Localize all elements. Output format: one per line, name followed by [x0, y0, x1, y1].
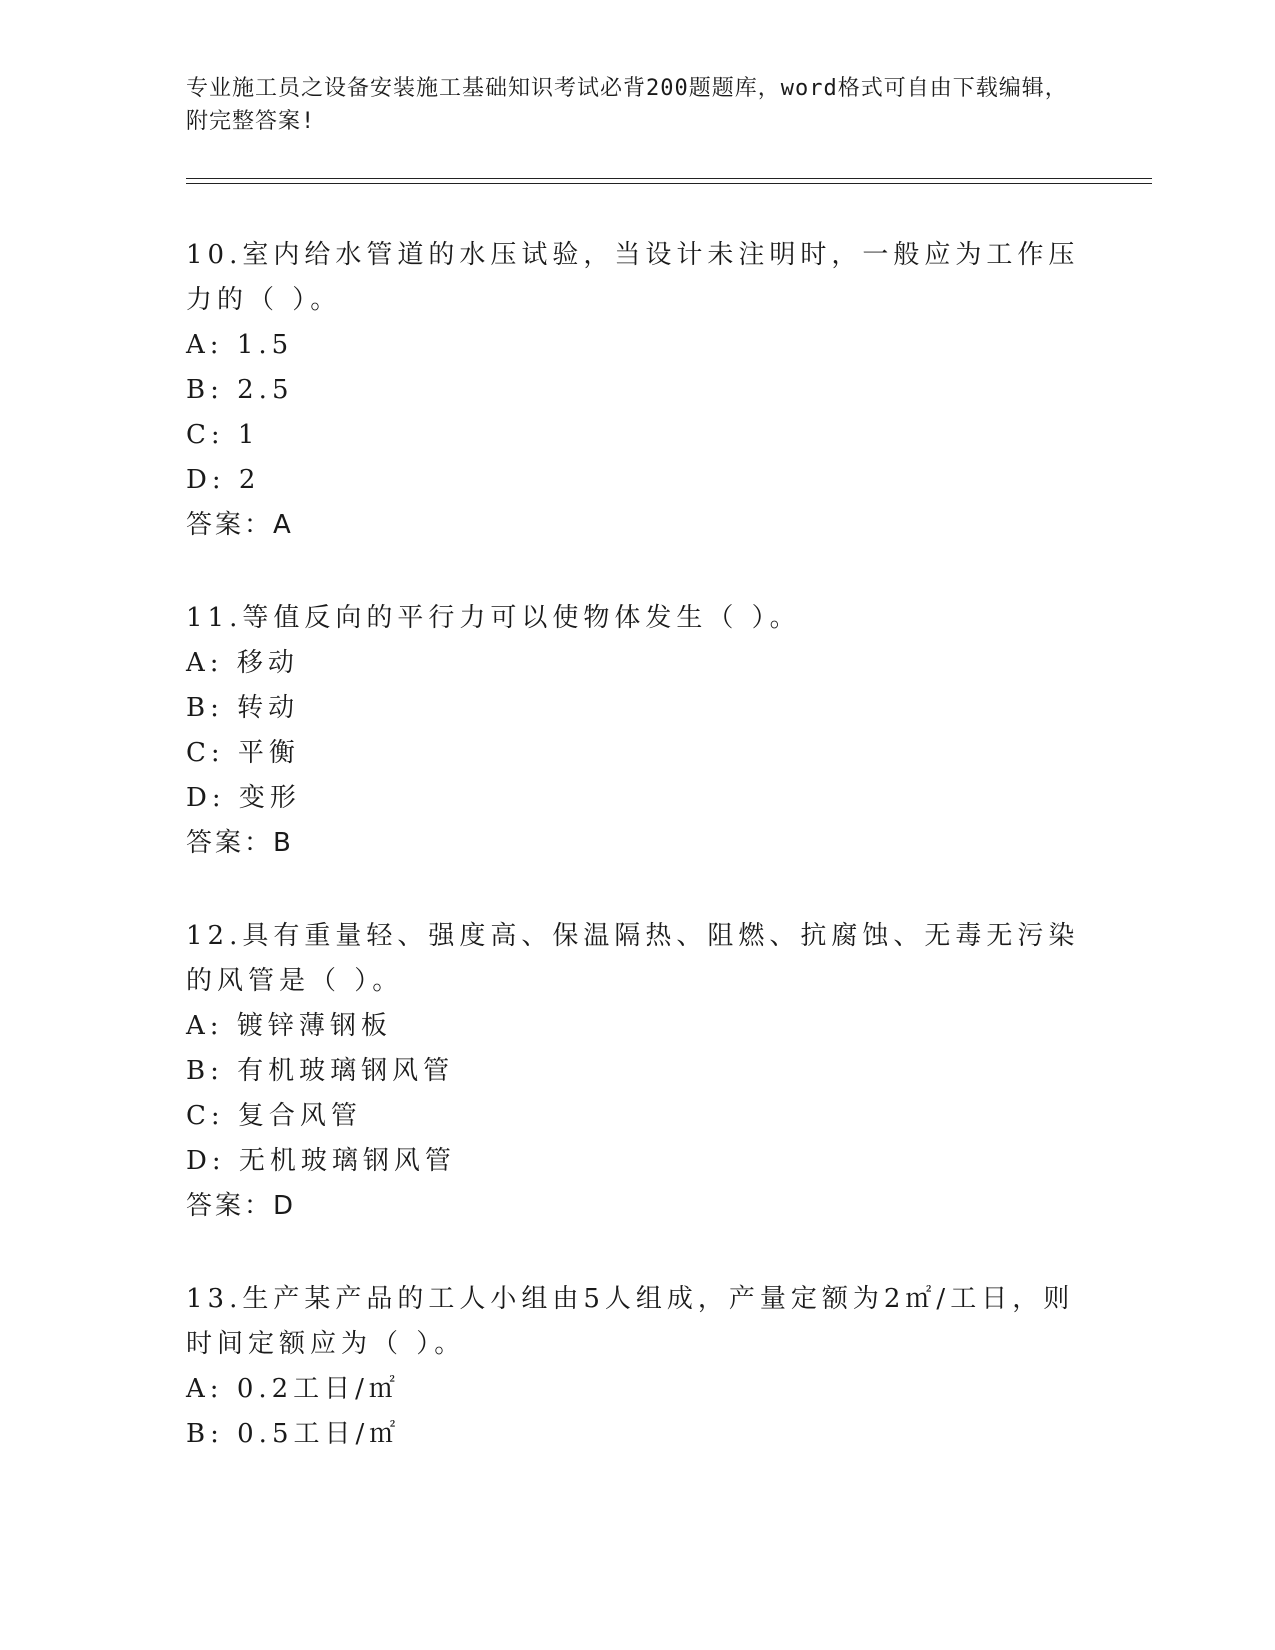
option-letter: D:: [186, 783, 226, 813]
option-letter: A:: [186, 1011, 224, 1041]
question-stem: 11.等值反向的平行力可以使物体发生（ ）。: [186, 603, 801, 633]
option-text: 0.2工日/㎡: [236, 1374, 400, 1404]
question-11: [186, 596, 1086, 866]
option-b: [186, 1049, 1086, 1094]
option-text: 2: [238, 465, 261, 495]
option-b: [186, 368, 1086, 413]
option-text: 变形: [238, 783, 301, 813]
option-letter: B:: [186, 1056, 224, 1086]
option-d: [186, 776, 1086, 821]
question-10: [186, 233, 1086, 548]
option-letter: D:: [186, 465, 226, 495]
option-letter: A:: [186, 648, 224, 678]
option-c: [186, 1094, 1086, 1139]
option-letter: B:: [186, 1419, 224, 1449]
answer-line: 答案：B: [186, 828, 294, 858]
option-text: 平衡: [237, 738, 300, 768]
answer-line: 答案：D: [186, 1191, 297, 1221]
option-text: 复合风管: [237, 1101, 362, 1131]
option-letter: A:: [186, 330, 224, 360]
option-text: 无机玻璃钢风管: [238, 1146, 456, 1176]
option-d: [186, 1139, 1086, 1184]
question-stem: 12.具有重量轻、强度高、保温隔热、阻燃、抗腐蚀、无毒无污染的风管是（ ）。: [186, 921, 1080, 996]
answer-line: 答案：A: [186, 510, 294, 540]
option-text: 移动: [236, 648, 299, 678]
option-letter: C:: [186, 1101, 225, 1131]
option-a: [186, 1004, 1086, 1049]
question-stem: 10.室内给水管道的水压试验，当设计未注明时，一般应为工作压力的（ ）。: [186, 240, 1080, 315]
option-a: [186, 641, 1086, 686]
option-text: 0.5工日/㎡: [237, 1419, 401, 1449]
option-text: 有机玻璃钢风管: [237, 1056, 455, 1086]
option-letter: B:: [186, 693, 224, 723]
option-d: [186, 458, 1086, 503]
document-header: [186, 72, 1086, 138]
option-c: [186, 731, 1086, 776]
header-divider-top: [186, 178, 1152, 179]
header-divider-bottom: [186, 183, 1152, 184]
option-text: 1: [237, 420, 260, 450]
option-b: [186, 686, 1086, 731]
option-text: 转动: [237, 693, 300, 723]
question-13: [186, 1277, 1086, 1457]
option-letter: D:: [186, 1146, 226, 1176]
question-stem: 13.生产某产品的工人小组由5人组成，产量定额为2㎡/工日，则时间定额应为（ ）。: [186, 1284, 1075, 1359]
option-letter: B:: [186, 375, 224, 405]
option-a: [186, 323, 1086, 368]
option-c: [186, 413, 1086, 458]
option-letter: C:: [186, 420, 225, 450]
question-12: [186, 914, 1086, 1229]
header-title: 专业施工员之设备安装施工基础知识考试必背200题题库，word格式可自由下载编辑，附完整答案!: [186, 76, 1068, 134]
option-text: 镀锌薄钢板: [236, 1011, 392, 1041]
option-letter: C:: [186, 738, 225, 768]
option-text: 1.5: [236, 330, 294, 360]
option-a: [186, 1367, 1086, 1412]
option-text: 2.5: [237, 375, 294, 405]
option-letter: A:: [186, 1374, 224, 1404]
option-b: [186, 1412, 1086, 1457]
